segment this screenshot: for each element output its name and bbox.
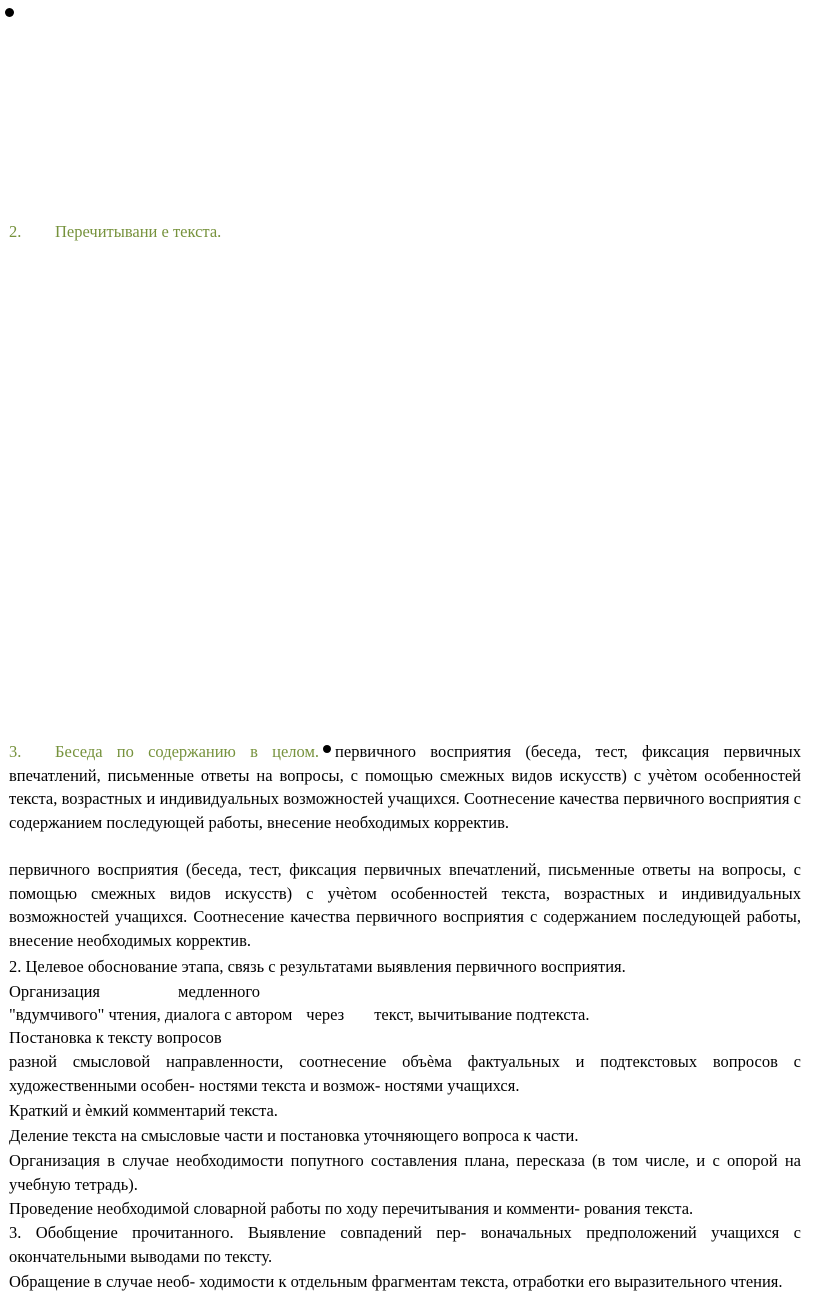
paragraph-vocabulary: Проведение необходимой словарной работы по ходу перечитывания и комменти- рования текста. bbox=[9, 1199, 694, 1218]
paragraph-commentary: Краткий и ѐмкий комментарий текста. bbox=[9, 1101, 278, 1120]
paragraph-mindful-reading bbox=[9, 1003, 801, 1027]
text-fragment: Организация bbox=[9, 982, 101, 1001]
paragraph-organization-slow bbox=[9, 980, 801, 1004]
heading-text: Перечитывани е текста. bbox=[55, 222, 222, 241]
text-fragment: "вдумчивого" чтения, диалога с автором bbox=[9, 1005, 293, 1024]
section-heading: Беседа по содержанию в целом. bbox=[55, 742, 320, 761]
paragraph-goal: 2. Целевое обоснование этапа, связь с результатами выявления первичного восприятия. bbox=[9, 957, 626, 976]
text-fragment: через bbox=[306, 1005, 345, 1024]
paragraph-division: Деление текста на смысловые части и постановка уточняющего вопроса к части. bbox=[9, 1126, 579, 1145]
paragraph-plan: Организация в случае необходимости попутного составления плана, пересказа (в том числе, и с опорой на учебную тетрадь). bbox=[9, 1151, 801, 1194]
paragraph-primary-perception: первичного восприятия (беседа, тест, фиксация первичных впечатлений, письменные ответы на вопросы, с помощью смежных видов искусств) с учѐтом особенностей текста, возрастных и индивидуальных возможностей учащихся. Соотнесение качества первичного восприятия с содержанием последующей работы, внесение необходимых корректив. bbox=[9, 860, 801, 950]
text-fragment: текст, вычитывание подтекста. bbox=[374, 1005, 590, 1024]
section-number: 3. bbox=[9, 742, 22, 761]
bullet-marker bbox=[323, 745, 331, 753]
bullet-marker bbox=[5, 8, 14, 17]
paragraph-summary: 3. Обобщение прочитанного. Выявление совпадений пер- воначальных предположений учащихся с окончательными выводами по тексту. bbox=[9, 1223, 801, 1266]
paragraph-questions: Постановка к тексту вопросов bbox=[9, 1028, 222, 1047]
section-text: первичного восприятия (беседа, тест, фиксация первичных впечатлений, письменные ответы на вопросы, с помощью смежных видов искусств) с учѐтом особенностей текста, возрастных и индивидуальных возможностей учащихся. Соотнесение качества первичного восприятия с содержанием последующей работы, внесение необходимых корректив. bbox=[9, 742, 801, 832]
section-conversation bbox=[9, 740, 801, 834]
paragraph-fragments: Обращение в случае необ- ходимости к отдельным фрагментам текста, отработки его выразительного чтения. bbox=[9, 1272, 783, 1291]
text-fragment: медленного bbox=[178, 982, 261, 1001]
paragraph-semantic-direction: разной смысловой направленности, соотнесение объѐма фактуальных и подтекстовых вопросов с художественными особен- ностями текста и возмож- ностями учащихся. bbox=[9, 1052, 801, 1095]
heading-rereading bbox=[9, 222, 221, 242]
heading-number: 2. bbox=[9, 222, 22, 241]
